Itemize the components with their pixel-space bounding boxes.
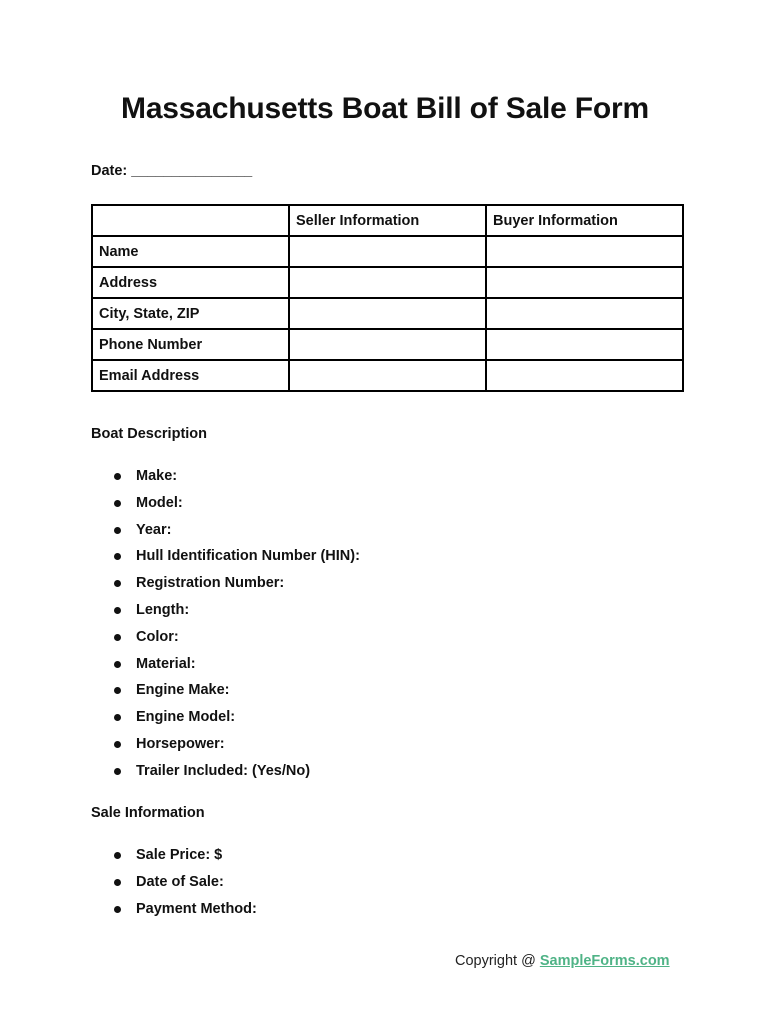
bullet-icon [114, 906, 121, 913]
bullet-icon [114, 714, 121, 721]
boat-description-heading: Boat Description [91, 426, 208, 442]
bullet-icon [114, 852, 121, 859]
list-item-label: Sale Price: $ [136, 847, 223, 863]
bullet-icon [114, 879, 121, 886]
buyer-cell[interactable] [486, 298, 683, 329]
list-item-label: Year: [136, 521, 172, 538]
list-item-label: Engine Make: [136, 682, 230, 699]
seller-cell[interactable] [289, 267, 486, 298]
row-label: Address [92, 267, 289, 298]
bullet-icon [114, 607, 121, 614]
bullet-icon [114, 500, 121, 507]
list-item [110, 704, 360, 731]
list-item-label: Hull Identification Number (HIN): [136, 548, 360, 565]
table-header-cell-empty [92, 205, 289, 236]
page-title: Massachusetts Boat Bill of Sale Form [121, 92, 649, 125]
list-item [110, 677, 360, 704]
list-item [110, 869, 257, 896]
list-item [110, 543, 360, 570]
seller-cell[interactable] [289, 236, 486, 267]
list-item-label: Material: [136, 655, 196, 672]
table-header-seller: Seller Information [289, 205, 486, 236]
table-row [92, 236, 683, 267]
buyer-cell[interactable] [486, 267, 683, 298]
bullet-icon [114, 527, 121, 534]
list-item [110, 490, 360, 517]
list-item [110, 731, 360, 758]
row-label: City, State, ZIP [92, 298, 289, 329]
sampleforms-link[interactable]: SampleForms.com [539, 953, 670, 969]
list-item [110, 517, 360, 544]
seller-cell[interactable] [289, 298, 486, 329]
boat-description-list [110, 463, 360, 785]
list-item-label: Horsepower: [136, 735, 225, 752]
row-label: Phone Number [92, 329, 289, 360]
list-item [110, 624, 360, 651]
list-item [110, 597, 360, 624]
list-item [110, 896, 257, 923]
list-item-label: Color: [136, 628, 179, 645]
bullet-icon [114, 580, 121, 587]
table-header-buyer: Buyer Information [486, 205, 683, 236]
sale-information-heading: Sale Information [91, 805, 205, 821]
party-info-table [91, 204, 684, 392]
list-item-label: Length: [136, 601, 190, 618]
bullet-icon [114, 553, 121, 560]
table-row [92, 298, 683, 329]
buyer-cell[interactable] [486, 360, 683, 391]
row-label: Name [92, 236, 289, 267]
row-label: Email Address [92, 360, 289, 391]
list-item [110, 842, 257, 869]
bullet-icon [114, 768, 121, 775]
bullet-icon [114, 473, 121, 480]
list-item-label: Date of Sale: [136, 873, 224, 890]
seller-cell[interactable] [289, 360, 486, 391]
list-item-label: Model: [136, 494, 183, 511]
bullet-icon [114, 634, 121, 641]
list-item [110, 758, 360, 785]
date-field-label: Date: _______________ [91, 163, 253, 179]
list-item-label: Make: [136, 468, 178, 484]
table-header-row [92, 205, 683, 236]
list-item-label: Trailer Included: (Yes/No) [136, 762, 311, 779]
bullet-icon [114, 741, 121, 748]
bullet-icon [114, 687, 121, 694]
buyer-cell[interactable] [486, 236, 683, 267]
list-item [110, 570, 360, 597]
table-row [92, 329, 683, 360]
copyright-footer [455, 953, 670, 969]
bullet-icon [114, 661, 121, 668]
copyright-text: Copyright @ [455, 953, 540, 969]
table-row [92, 267, 683, 298]
sale-information-list [110, 842, 257, 922]
list-item [110, 463, 360, 490]
list-item-label: Registration Number: [136, 575, 285, 592]
seller-cell[interactable] [289, 329, 486, 360]
table-row [92, 360, 683, 391]
buyer-cell[interactable] [486, 329, 683, 360]
list-item-label: Engine Model: [136, 709, 236, 726]
list-item [110, 651, 360, 678]
list-item-label: Payment Method: [136, 900, 257, 917]
